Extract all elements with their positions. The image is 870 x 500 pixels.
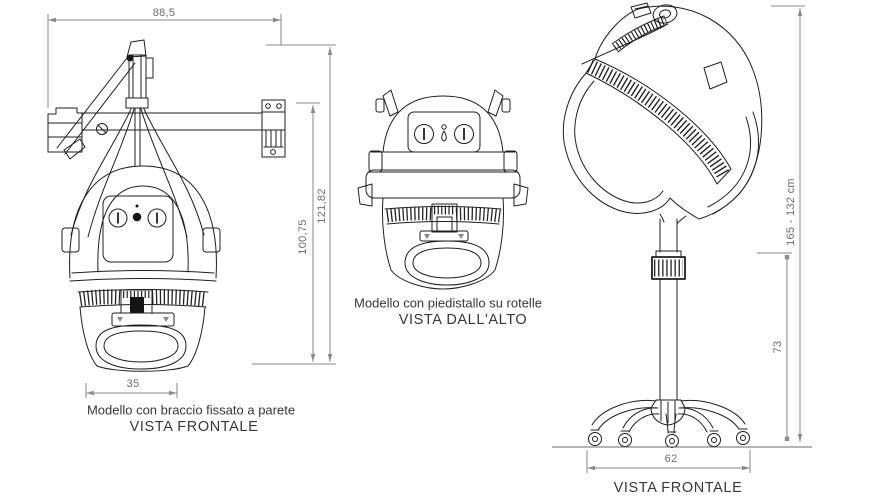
wall-mounted-view: [48, 14, 336, 398]
hood-tilted: [563, 3, 761, 224]
stand-pole: [652, 219, 685, 400]
hood-front-view: [70, 166, 217, 371]
dim-label-opening-width: 35: [126, 378, 140, 390]
caption-top-view: VISTA DALL'ALTO: [398, 312, 528, 328]
casters: [589, 429, 750, 448]
caption-top-model: Modello con piedistallo su rotelle: [354, 295, 542, 311]
standing-view: [552, 3, 812, 473]
dim-label-pole-height: 73: [772, 340, 784, 354]
caption-standing-view: VISTA FRONTALE: [613, 480, 743, 496]
dim-label-height-range: 165 - 132 cm: [785, 178, 797, 246]
caption-wall-model: Modello con braccio fissato a parete: [86, 402, 296, 418]
wheeled-base: [552, 400, 812, 448]
standing-dimension-lines: [587, 6, 805, 473]
dim-label-base-width: 62: [664, 453, 678, 465]
top-view: [358, 90, 528, 289]
dim-label-arm-width: 88,5: [152, 7, 176, 19]
wall-arm: [48, 40, 285, 159]
dim-label-total-height: 121,82: [316, 188, 328, 224]
dim-label-hood-height: 100,75: [297, 219, 309, 255]
wall-dimension-lines: [48, 14, 336, 398]
caption-wall-view: VISTA FRONTALE: [129, 419, 259, 435]
